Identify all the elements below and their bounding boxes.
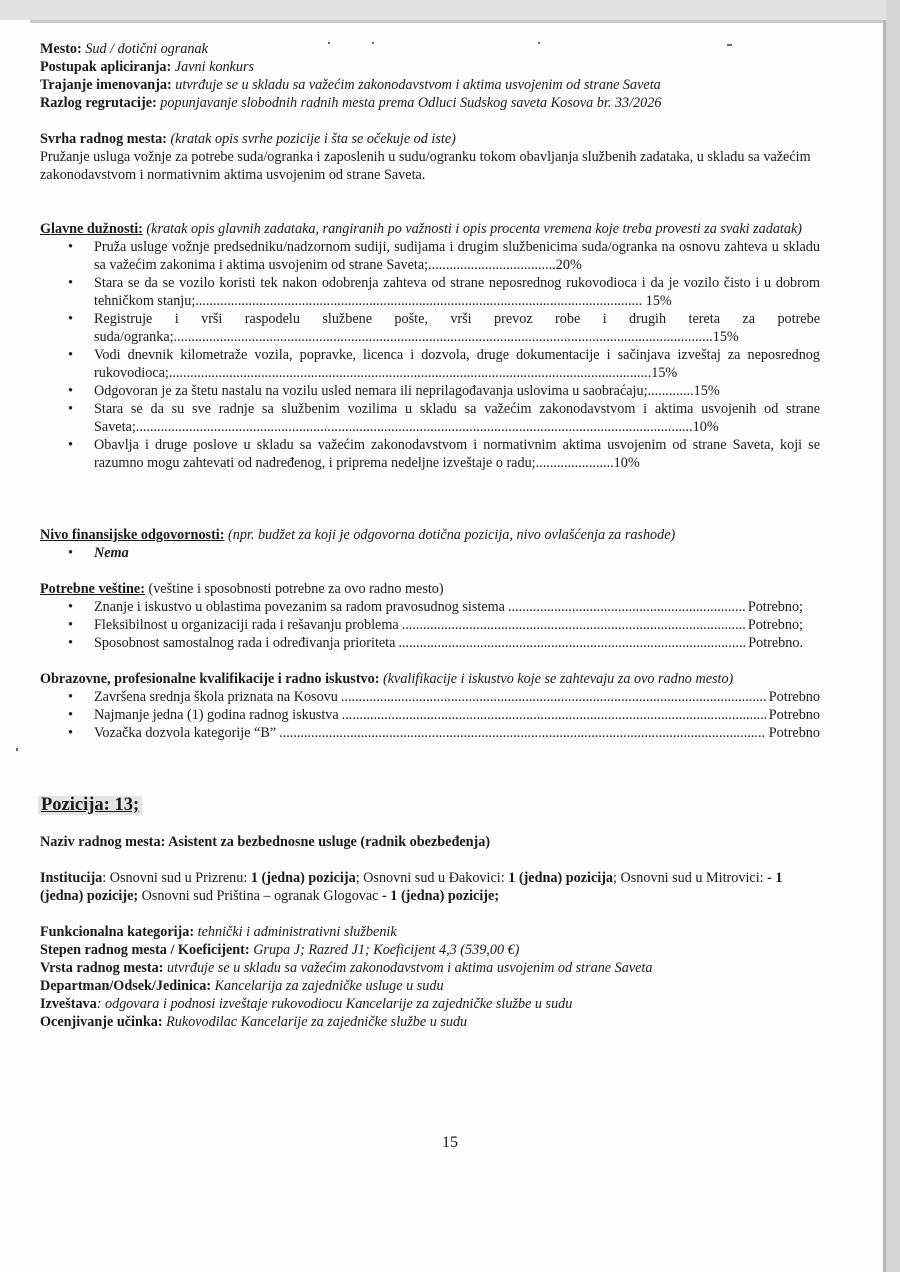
list-item: • Stara se da se vozilo koristi tek nakon odobrenja zahteva od strane neposrednog rukovodioca i da je vozilo čisto i u dobrom tehničkom stanju;.............................................................................................................................. 15%	[68, 274, 820, 310]
list-item: • Obavlja i druge poslove u skladu sa važećim zakonodavstvom i normativnim aktima usvojenim od strane Saveta, koji se razumno mogu zahtevati od nadređenog, i priprema nedeljne izveštaje o radu;......................10%	[68, 436, 820, 472]
list-item: • Odgovoran je za štetu nastalu na vozilu usled nemara ili neprilagođavanja uslovima u saobraćaju;.............15%	[68, 382, 820, 400]
finansijska-heading: Nivo finansijske odgovornosti: (npr. budžet za koji je odgovorna dotična pozicija, nivo ovlašćenja za rashode)	[40, 527, 676, 543]
list-item: • Fleksibilnost u organizaciji rada i rešavanju problema ..... Potrebno;	[68, 616, 803, 634]
duznosti-list	[40, 238, 820, 472]
izvestava-line: Izveštava: odgovara i podnosi izveštaje rukovodiocu Kancelarije za zajedničke službe u sudu	[40, 996, 573, 1012]
list-item: • Pruža usluge vožnje predsedniku/nadzornom sudiji, sudijama i drugim službenicima suda/ogranka na osnovu zahteva u skladu sa važećim zakonima i aktima usvojenim od strane Saveta;....................................20%	[68, 238, 820, 274]
svrha-text: Pružanje usluga vožnje za potrebe suda/ogranka i zaposlenih u sudu/ogranku tokom obavljanja službenih zadataka, u skladu sa važećim zakonodavstvom i normativnim aktima usvojenim od strane Saveta.	[40, 149, 811, 183]
scan-top-border	[0, 0, 900, 20]
mesto-line: Mesto: Sud / dotični ogranak	[40, 41, 208, 57]
ocenjivanje-line: Ocenjivanje učinka: Rukovodilac Kancelarije za zajedničke službe u sudu	[40, 1014, 468, 1030]
list-item: • Vodi dnevnik kilometraže vozila, popravke, licenca i dozvola, druge dokumentacije i sačinjava izveštaj za neposrednog rukovodioca;........................................................................................................................................15%	[68, 346, 820, 382]
list-item: • Znanje i iskustvo u oblastima povezanim sa radom pravosudnog sistema ..... Potrebno;	[68, 598, 803, 616]
list-item: • Stara se da su sve radnje sa službenim vozilima u skladu sa važećim zakonodavstvom i aktima usvojenih od strane Saveta;.............................................................................................................................................................10%	[68, 400, 820, 436]
vestine-heading: Potrebne veštine: (veštine i sposobnosti potrebne za ovo radno mesto)	[40, 581, 444, 597]
scan-right-border	[886, 0, 900, 1272]
page-number: 15	[442, 1134, 458, 1151]
naziv-line: Naziv radnog mesta: Asistent za bezbednosne usluge (radnik obezbeđenja)	[40, 834, 491, 850]
list-item: • Završena srednja škola priznata na Kosovu ..... Potrebno	[68, 688, 820, 706]
vestine-list	[40, 598, 803, 652]
stepen-line: Stepen radnog mesta / Koeficijent: Grupa J; Razred J1; Koeficijent 4,3 (539,00 €)	[40, 942, 520, 958]
document-body	[40, 40, 820, 1031]
list-item: • Nema	[68, 544, 820, 562]
trajanje-line: Trajanje imenovanja: utvrđuje se u skladu sa važećim zakonodavstvom i aktima usvojenim od strane Saveta	[40, 77, 661, 93]
funkcionalna-line: Funkcionalna kategorija: tehnički i administrativni službenik	[40, 924, 397, 940]
list-item: • Najmanje jedna (1) godina radnog iskustva ..... Potrebno	[68, 706, 820, 724]
duznosti-heading: Glavne dužnosti: (kratak opis glavnih zadataka, rangiranih po važnosti i opis procenta vremena koje treba provesti za svaki zadatak)	[40, 221, 802, 237]
kvalifikacije-list	[40, 688, 820, 742]
list-item: • Sposobnost samostalnog rada i određivanja prioriteta ..... Potrebno.	[68, 634, 803, 652]
vrsta-line: Vrsta radnog mesta: utvrđuje se u skladu sa važećim zakonodavstvom i aktima usvojenim od strane Saveta	[40, 960, 653, 976]
departman-line: Departman/Odsek/Jedinica: Kancelarija za zajedničke usluge u sudu	[40, 978, 444, 994]
kvalifikacije-heading: Obrazovne, profesionalne kvalifikacije i radno iskustvo: (kvalifikacije i iskustvo koje se zahtevaju za ovo radno mesto)	[40, 671, 734, 687]
postupak-line: Postupak apliciranja: Javni konkurs	[40, 59, 254, 75]
list-item: • Registruje i vrši raspodelu službene pošte, vrši prevoz robe i drugih tereta za potrebe suda/ogranka;........................................................................................................................................................15%	[68, 310, 820, 346]
svrha-heading: Svrha radnog mesta: (kratak opis svrhe pozicije i šta se očekuje od iste)	[40, 131, 456, 147]
scan-right-shadow	[883, 20, 886, 1272]
list-item: • Vozačka dozvola kategorije “B” ..... Potrebno	[68, 724, 820, 742]
razlog-line: Razlog regrutacije: popunjavanje slobodnih radnih mesta prema Odluci Sudskog saveta Kosova br. 33/2026	[40, 95, 662, 111]
finansijska-list	[40, 544, 820, 562]
scan-top-shadow	[30, 20, 890, 23]
institucija-line: Institucija: Osnovni sud u Prizrenu: 1 (jedna) pozicija; Osnovni sud u Đakovici: 1 (jedna) pozicija; Osnovni sud u Mitrovici: - 1 (jedna) pozicije; Osnovni sud Priština – ogranak Glogovac - 1 (jedna) pozicije;	[40, 870, 783, 904]
pozicija-title: Pozicija: 13;	[40, 796, 820, 815]
scan-speck	[16, 748, 18, 751]
